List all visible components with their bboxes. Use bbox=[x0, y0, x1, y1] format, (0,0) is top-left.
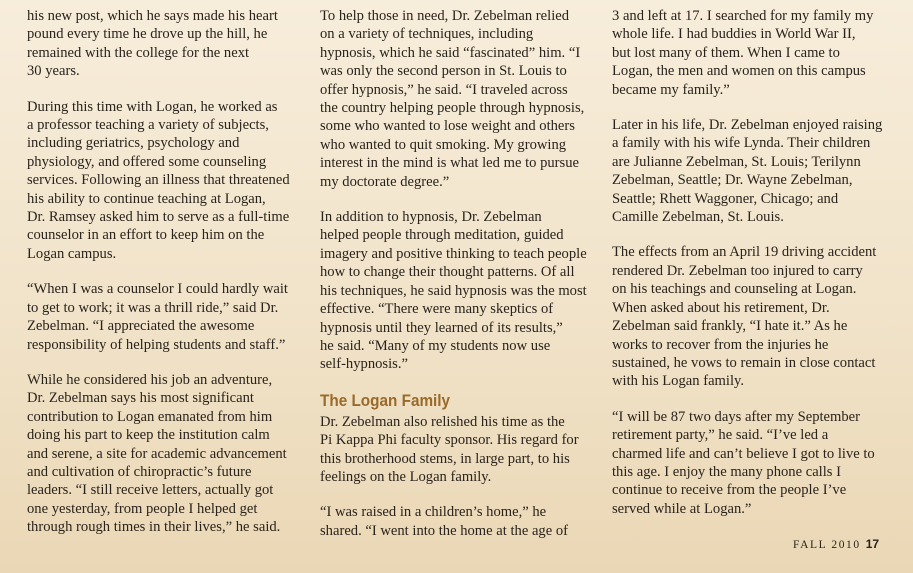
text-line: sustained, he vows to remain in close contact bbox=[612, 354, 876, 371]
text-line: During this time with Logan, he worked as bbox=[27, 98, 278, 115]
text-line: retirement party,” he said. “I’ve led a bbox=[612, 427, 829, 444]
text-line: this brotherhood stems, in large part, to his bbox=[320, 450, 570, 467]
text-line: including geriatrics, psychology and bbox=[27, 135, 240, 152]
text-line: Pi Kappa Phi faculty sponsor. His regard for bbox=[320, 432, 579, 449]
text-line: To help those in need, Dr. Zebelman relied bbox=[320, 8, 570, 24]
text-line: “I will be 87 two days after my September bbox=[612, 408, 861, 425]
text-line: In addition to hypnosis, Dr. Zebelman bbox=[320, 209, 542, 226]
text-line: pound every time he drove up the hill, he bbox=[27, 26, 268, 43]
text-line: hypnosis until they learned of its results,” bbox=[320, 319, 563, 336]
text-line: are Julianne Zebelman, St. Louis; Terilynn bbox=[612, 153, 861, 170]
col1-paragraph-3 bbox=[27, 280, 305, 354]
text-line: shared. “I went into the home at the age of bbox=[320, 522, 569, 539]
col2-after-paragraph-1 bbox=[320, 413, 592, 487]
text-line: Zebelman. “I appreciated the awesome bbox=[27, 318, 255, 335]
text-line: Dr. Zebelman also relished his time as the bbox=[320, 413, 565, 430]
text-line: with his Logan family. bbox=[612, 373, 744, 390]
col3-paragraph-2 bbox=[612, 116, 902, 226]
text-line: his techniques, he said hypnosis was the most bbox=[320, 282, 587, 299]
text-column-1 bbox=[27, 7, 305, 554]
text-line: Zebelman, Seattle; Dr. Wayne Zebelman, bbox=[612, 172, 853, 189]
text-line: this age. I enjoy the many phone calls I bbox=[612, 463, 841, 480]
text-line: imagery and positive thinking to teach people bbox=[320, 245, 587, 262]
text-line: Seattle; Rhett Waggoner, Chicago; and bbox=[612, 190, 839, 207]
text-line: services. Following an illness that threatened bbox=[27, 172, 290, 189]
text-line: he said. “Many of my students now use bbox=[320, 337, 551, 354]
text-line: physiology, and offered some counseling bbox=[27, 153, 267, 170]
text-line: whole life. I had buddies in World War II, bbox=[612, 26, 856, 43]
text-line: helped people through meditation, guided bbox=[320, 227, 564, 244]
page-footer bbox=[793, 537, 879, 551]
section-heading: The Logan Family bbox=[320, 390, 451, 410]
text-line: hypnosis, which he said “fascinated” him. “I bbox=[320, 44, 581, 61]
text-line: his new post, which he says made his heart bbox=[27, 8, 278, 24]
text-line: one yesterday, from people I helped get bbox=[27, 500, 258, 517]
text-line: works to recover from the injuries he bbox=[612, 336, 829, 353]
text-line: the country helping people through hypnosis, bbox=[320, 100, 585, 117]
text-line: served while at Logan.” bbox=[612, 500, 752, 517]
text-line: rendered Dr. Zebelman too injured to carry bbox=[612, 262, 863, 279]
text-line: “When I was a counselor I could hardly wait bbox=[27, 281, 288, 298]
col2-after-paragraph-2 bbox=[320, 503, 592, 540]
col1-paragraph-4 bbox=[27, 371, 305, 537]
text-line: on his teachings and counseling at Logan. bbox=[612, 281, 857, 298]
text-line: continue to receive from the people I’ve bbox=[612, 482, 847, 499]
text-column-3 bbox=[612, 7, 902, 535]
text-line: Logan campus. bbox=[27, 245, 117, 262]
col1-paragraph-1 bbox=[27, 7, 305, 81]
text-line: a family with his wife Lynda. Their children bbox=[612, 135, 871, 152]
text-line: “I was raised in a children’s home,” he bbox=[320, 504, 547, 521]
text-line: a professor teaching a variety of subjects, bbox=[27, 117, 269, 134]
text-line: counselor in an effort to keep him on the bbox=[27, 227, 265, 244]
text-line: leaders. “I still receive letters, actually got bbox=[27, 482, 274, 499]
page-number: 17 bbox=[865, 537, 880, 551]
text-line: offer hypnosis,” he said. “I traveled across bbox=[320, 81, 568, 98]
text-line: While he considered his job an adventure, bbox=[27, 371, 273, 388]
text-line: my doctorate degree.” bbox=[320, 173, 450, 190]
text-column-2 bbox=[320, 7, 592, 557]
text-line: responsibility of helping students and staff.” bbox=[27, 336, 286, 353]
text-line: how to change their thought patterns. Of all bbox=[320, 264, 575, 281]
text-line: Dr. Zebelman says his most significant bbox=[27, 390, 254, 407]
text-line: Zebelman said frankly, “I hate it.” As he bbox=[612, 318, 848, 335]
text-line: his ability to continue teaching at Logan, bbox=[27, 190, 266, 207]
footer-issue: FALL 2010 bbox=[793, 539, 861, 551]
col1-paragraph-2 bbox=[27, 98, 305, 264]
text-line: Logan, the men and women on this campus bbox=[612, 63, 866, 80]
text-line: When asked about his retirement, Dr. bbox=[612, 299, 830, 316]
col3-paragraph-4 bbox=[612, 408, 902, 518]
text-line: Camille Zebelman, St. Louis. bbox=[612, 209, 784, 226]
text-line: who wanted to quit smoking. My growing bbox=[320, 136, 567, 153]
text-line: some who wanted to lose weight and others bbox=[320, 118, 575, 135]
text-line: Later in his life, Dr. Zebelman enjoyed raising bbox=[612, 117, 883, 134]
text-line: remained with the college for the next bbox=[27, 44, 250, 61]
text-line: self-hypnosis.” bbox=[320, 356, 408, 373]
col2-paragraph-2 bbox=[320, 208, 592, 374]
text-line: interest in the mind is what led me to pursue bbox=[320, 155, 579, 172]
text-line: contribution to Logan emanated from him bbox=[27, 408, 273, 425]
text-line: and cultivation of chiropractic’s future bbox=[27, 463, 252, 480]
text-line: through rough times in their lives,” he said. bbox=[27, 519, 281, 536]
text-line: but lost many of them. When I came to bbox=[612, 44, 840, 61]
text-line: 30 years. bbox=[27, 63, 80, 80]
text-line: became my family.” bbox=[612, 81, 730, 98]
text-line: doing his part to keep the institution calm bbox=[27, 427, 270, 444]
text-line: feelings on the Logan family. bbox=[320, 468, 492, 485]
text-line: effective. “There were many skeptics of bbox=[320, 301, 554, 318]
text-line: on a variety of techniques, including bbox=[320, 26, 534, 43]
col3-paragraph-1 bbox=[612, 7, 902, 99]
text-line: to get to work; it was a thrill ride,” said Dr. bbox=[27, 299, 279, 316]
text-line: 3 and left at 17. I searched for my family my bbox=[612, 8, 874, 24]
col2-paragraph-1 bbox=[320, 7, 592, 191]
text-line: and serene, a site for academic advancement bbox=[27, 445, 287, 462]
text-line: Dr. Ramsey asked him to serve as a full-time bbox=[27, 209, 290, 226]
text-line: The effects from an April 19 driving accident bbox=[612, 244, 877, 261]
col3-paragraph-3 bbox=[612, 243, 902, 390]
text-line: charmed life and can’t believe I got to live to bbox=[612, 445, 875, 462]
text-line: was only the second person in St. Louis to bbox=[320, 63, 567, 80]
